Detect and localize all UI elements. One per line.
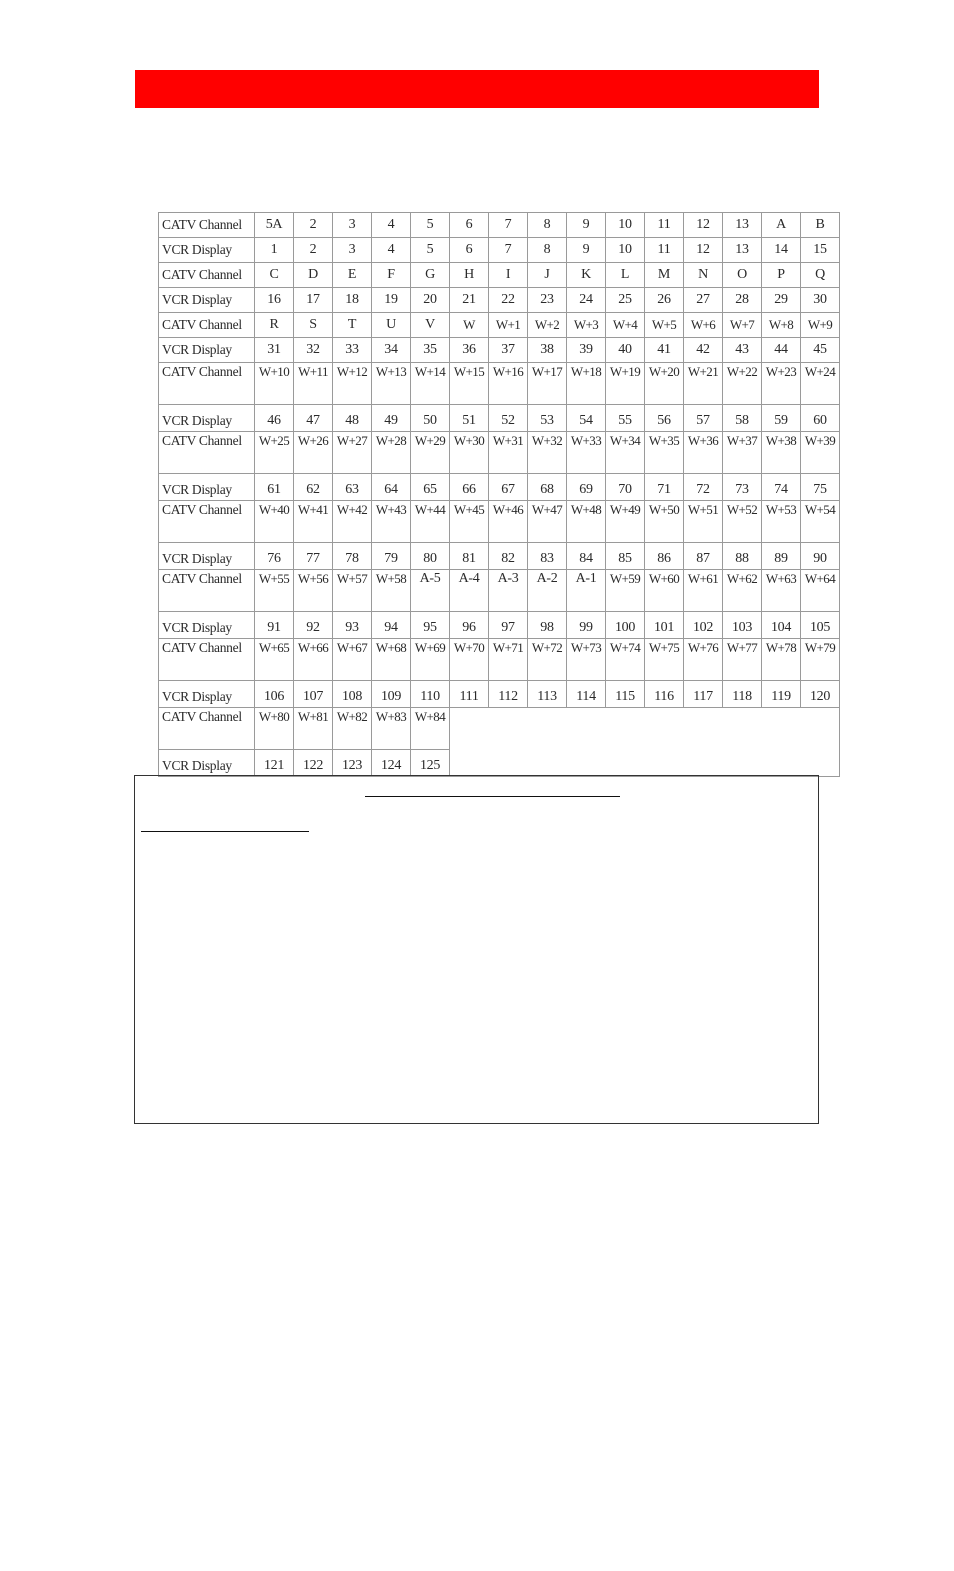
catv-channel-cell: W+28: [372, 432, 411, 474]
catv-channel-cell: W+82: [333, 708, 372, 750]
vcr-display-cell: 118: [723, 681, 762, 708]
catv-channel-cell: W+76: [684, 639, 723, 681]
catv-channel-cell: G: [411, 263, 450, 288]
catv-channel-cell: W+21: [684, 363, 723, 405]
vcr-display-cell: 26: [645, 288, 684, 313]
vcr-display-cell: 11: [645, 238, 684, 263]
vcr-display-cell: 107: [294, 681, 333, 708]
catv-channel-cell: A-3: [489, 570, 528, 612]
catv-channel-cell: W+25: [255, 432, 294, 474]
catv-channel-row: [159, 263, 840, 288]
vcr-display-cell: 113: [528, 681, 567, 708]
vcr-display-cell: 44: [762, 338, 801, 363]
catv-channel-row: [159, 708, 840, 750]
catv-channel-cell: W+60: [645, 570, 684, 612]
vcr-display-cell: 49: [372, 405, 411, 432]
vcr-display-cell: 111: [450, 681, 489, 708]
vcr-display-cell: 69: [567, 474, 606, 501]
catv-channel-cell: W+42: [333, 501, 372, 543]
catv-channel-cell: W+12: [333, 363, 372, 405]
catv-channel-cell: F: [372, 263, 411, 288]
catv-channel-cell: 7: [489, 213, 528, 238]
catv-channel-cell: W+67: [333, 639, 372, 681]
vcr-display-cell: 41: [645, 338, 684, 363]
catv-channel-cell: 10: [606, 213, 645, 238]
catv-channel-cell: W+68: [372, 639, 411, 681]
vcr-display-cell: 22: [489, 288, 528, 313]
catv-channel-cell: 2: [294, 213, 333, 238]
header-red-bar: [135, 70, 819, 108]
vcr-display-cell: 68: [528, 474, 567, 501]
vcr-display-row: [159, 338, 840, 363]
vcr-display-cell: 42: [684, 338, 723, 363]
catv-channel-cell: W+69: [411, 639, 450, 681]
vcr-display-cell: 16: [255, 288, 294, 313]
catv-channel-cell: W+57: [333, 570, 372, 612]
vcr-display-cell: 59: [762, 405, 801, 432]
catv-channel-cell: J: [528, 263, 567, 288]
vcr-display-row: [159, 238, 840, 263]
catv-channel-row: [159, 570, 840, 612]
vcr-display-cell: 34: [372, 338, 411, 363]
vcr-display-cell: 51: [450, 405, 489, 432]
vcr-display-cell: 95: [411, 612, 450, 639]
catv-channel-cell: A-2: [528, 570, 567, 612]
vcr-display-row: [159, 405, 840, 432]
catv-channel-cell: 5: [411, 213, 450, 238]
vcr-display-cell: 78: [333, 543, 372, 570]
catv-channel-cell: V: [411, 313, 450, 338]
catv-channel-label: CATV Channel: [159, 363, 255, 405]
catv-channel-label: CATV Channel: [159, 313, 255, 338]
vcr-display-cell: 52: [489, 405, 528, 432]
vcr-display-cell: 18: [333, 288, 372, 313]
vcr-display-cell: 94: [372, 612, 411, 639]
catv-channel-cell: W+3: [567, 313, 606, 338]
catv-channel-cell: N: [684, 263, 723, 288]
vcr-display-cell: 66: [450, 474, 489, 501]
vcr-display-cell: 80: [411, 543, 450, 570]
vcr-display-label: VCR Display: [159, 681, 255, 708]
catv-channel-cell: A-4: [450, 570, 489, 612]
vcr-display-cell: 100: [606, 612, 645, 639]
vcr-display-cell: 125: [411, 750, 450, 777]
vcr-display-cell: 58: [723, 405, 762, 432]
catv-channel-cell: W+10: [255, 363, 294, 405]
vcr-display-cell: 3: [333, 238, 372, 263]
vcr-display-cell: 8: [528, 238, 567, 263]
vcr-display-cell: 84: [567, 543, 606, 570]
vcr-display-label: VCR Display: [159, 238, 255, 263]
catv-channel-cell: W+40: [255, 501, 294, 543]
catv-channel-cell: W+79: [801, 639, 840, 681]
catv-channel-cell: W+49: [606, 501, 645, 543]
vcr-display-cell: 109: [372, 681, 411, 708]
catv-channel-cell: A: [762, 213, 801, 238]
catv-channel-cell: W+84: [411, 708, 450, 750]
catv-channel-cell: W+81: [294, 708, 333, 750]
vcr-display-row: [159, 543, 840, 570]
catv-channel-cell: W+47: [528, 501, 567, 543]
vcr-display-cell: 124: [372, 750, 411, 777]
vcr-display-cell: 90: [801, 543, 840, 570]
catv-channel-cell: W+74: [606, 639, 645, 681]
catv-channel-cell: B: [801, 213, 840, 238]
catv-channel-cell: W+38: [762, 432, 801, 474]
vcr-display-label: VCR Display: [159, 338, 255, 363]
catv-channel-cell: W+59: [606, 570, 645, 612]
vcr-display-cell: 76: [255, 543, 294, 570]
vcr-display-cell: 2: [294, 238, 333, 263]
vcr-display-cell: 98: [528, 612, 567, 639]
vcr-display-cell: 46: [255, 405, 294, 432]
catv-channel-cell: W+71: [489, 639, 528, 681]
catv-channel-cell: W+5: [645, 313, 684, 338]
catv-channel-cell: W+56: [294, 570, 333, 612]
vcr-display-cell: 105: [801, 612, 840, 639]
vcr-display-cell: 103: [723, 612, 762, 639]
vcr-display-cell: 116: [645, 681, 684, 708]
catv-channel-cell: P: [762, 263, 801, 288]
vcr-display-cell: 56: [645, 405, 684, 432]
vcr-display-cell: 72: [684, 474, 723, 501]
vcr-display-cell: 21: [450, 288, 489, 313]
catv-channel-cell: W+29: [411, 432, 450, 474]
vcr-display-cell: 37: [489, 338, 528, 363]
vcr-display-cell: 32: [294, 338, 333, 363]
catv-channel-cell: D: [294, 263, 333, 288]
catv-channel-cell: W+32: [528, 432, 567, 474]
catv-channel-cell: W+14: [411, 363, 450, 405]
catv-channel-cell: W+62: [723, 570, 762, 612]
catv-channel-cell: 8: [528, 213, 567, 238]
catv-channel-cell: W+52: [723, 501, 762, 543]
vcr-display-cell: 101: [645, 612, 684, 639]
vcr-display-cell: 48: [333, 405, 372, 432]
vcr-display-row: [159, 474, 840, 501]
vcr-display-cell: 27: [684, 288, 723, 313]
vcr-display-cell: 123: [333, 750, 372, 777]
catv-channel-cell: W+22: [723, 363, 762, 405]
catv-channel-cell: W+24: [801, 363, 840, 405]
vcr-display-cell: 36: [450, 338, 489, 363]
vcr-display-cell: 85: [606, 543, 645, 570]
catv-channel-cell: W+11: [294, 363, 333, 405]
catv-channel-label: CATV Channel: [159, 263, 255, 288]
vcr-display-cell: 112: [489, 681, 528, 708]
catv-channel-cell: W+48: [567, 501, 606, 543]
vcr-display-cell: 121: [255, 750, 294, 777]
catv-channel-cell: K: [567, 263, 606, 288]
vcr-display-cell: 91: [255, 612, 294, 639]
vcr-display-cell: 110: [411, 681, 450, 708]
catv-channel-row: [159, 501, 840, 543]
catv-channel-cell: 9: [567, 213, 606, 238]
vcr-display-cell: 54: [567, 405, 606, 432]
catv-channel-cell: A-1: [567, 570, 606, 612]
catv-channel-cell: W+7: [723, 313, 762, 338]
catv-channel-cell: W+83: [372, 708, 411, 750]
vcr-display-cell: 7: [489, 238, 528, 263]
catv-channel-cell: W+72: [528, 639, 567, 681]
catv-channel-cell: 11: [645, 213, 684, 238]
catv-channel-cell: Q: [801, 263, 840, 288]
catv-channel-cell: W+50: [645, 501, 684, 543]
vcr-display-cell: 53: [528, 405, 567, 432]
catv-channel-table: [158, 212, 840, 777]
catv-channel-cell: W+61: [684, 570, 723, 612]
catv-channel-cell: R: [255, 313, 294, 338]
catv-channel-cell: W+15: [450, 363, 489, 405]
catv-channel-row: [159, 639, 840, 681]
vcr-display-cell: 74: [762, 474, 801, 501]
vcr-display-cell: 115: [606, 681, 645, 708]
catv-channel-cell: W+26: [294, 432, 333, 474]
vcr-display-cell: 82: [489, 543, 528, 570]
vcr-display-cell: 96: [450, 612, 489, 639]
catv-channel-cell: W+55: [255, 570, 294, 612]
catv-channel-cell: W+58: [372, 570, 411, 612]
vcr-display-cell: 13: [723, 238, 762, 263]
vcr-display-cell: 17: [294, 288, 333, 313]
catv-channel-cell: W+35: [645, 432, 684, 474]
vcr-display-cell: 6: [450, 238, 489, 263]
vcr-display-cell: 73: [723, 474, 762, 501]
catv-channel-cell: W+13: [372, 363, 411, 405]
note-box: [134, 775, 819, 1124]
vcr-display-cell: 81: [450, 543, 489, 570]
vcr-display-label: VCR Display: [159, 612, 255, 639]
vcr-display-cell: 5: [411, 238, 450, 263]
catv-channel-cell: W+44: [411, 501, 450, 543]
catv-channel-cell: W: [450, 313, 489, 338]
vcr-display-label: VCR Display: [159, 474, 255, 501]
catv-channel-cell: W+6: [684, 313, 723, 338]
vcr-display-cell: 65: [411, 474, 450, 501]
vcr-display-cell: 55: [606, 405, 645, 432]
catv-channel-label: CATV Channel: [159, 570, 255, 612]
catv-channel-cell: W+17: [528, 363, 567, 405]
vcr-display-cell: 24: [567, 288, 606, 313]
catv-channel-cell: W+64: [801, 570, 840, 612]
vcr-display-cell: 99: [567, 612, 606, 639]
catv-channel-cell: W+37: [723, 432, 762, 474]
catv-channel-label: CATV Channel: [159, 639, 255, 681]
vcr-display-cell: 10: [606, 238, 645, 263]
vcr-display-cell: 45: [801, 338, 840, 363]
vcr-display-cell: 106: [255, 681, 294, 708]
vcr-display-cell: 117: [684, 681, 723, 708]
vcr-display-row: [159, 288, 840, 313]
vcr-display-label: VCR Display: [159, 750, 255, 777]
catv-channel-cell: W+46: [489, 501, 528, 543]
note-subtitle-underline: [141, 831, 309, 832]
empty-cell-block: [450, 708, 840, 777]
catv-channel-cell: W+51: [684, 501, 723, 543]
vcr-display-cell: 97: [489, 612, 528, 639]
catv-channel-cell: W+43: [372, 501, 411, 543]
vcr-display-cell: 104: [762, 612, 801, 639]
catv-channel-cell: C: [255, 263, 294, 288]
vcr-display-cell: 60: [801, 405, 840, 432]
catv-channel-cell: W+1: [489, 313, 528, 338]
vcr-display-cell: 33: [333, 338, 372, 363]
vcr-display-cell: 70: [606, 474, 645, 501]
vcr-display-cell: 108: [333, 681, 372, 708]
vcr-display-cell: 30: [801, 288, 840, 313]
vcr-display-cell: 40: [606, 338, 645, 363]
vcr-display-cell: 64: [372, 474, 411, 501]
catv-channel-cell: M: [645, 263, 684, 288]
catv-channel-cell: U: [372, 313, 411, 338]
catv-channel-cell: 5A: [255, 213, 294, 238]
catv-channel-cell: W+9: [801, 313, 840, 338]
catv-channel-cell: W+73: [567, 639, 606, 681]
vcr-display-cell: 86: [645, 543, 684, 570]
vcr-display-cell: 47: [294, 405, 333, 432]
vcr-display-cell: 61: [255, 474, 294, 501]
vcr-display-cell: 122: [294, 750, 333, 777]
vcr-display-cell: 43: [723, 338, 762, 363]
catv-channel-cell: 13: [723, 213, 762, 238]
catv-channel-label: CATV Channel: [159, 708, 255, 750]
vcr-display-cell: 4: [372, 238, 411, 263]
vcr-display-cell: 120: [801, 681, 840, 708]
catv-channel-cell: E: [333, 263, 372, 288]
vcr-display-cell: 88: [723, 543, 762, 570]
catv-channel-cell: W+34: [606, 432, 645, 474]
catv-channel-row: [159, 432, 840, 474]
catv-channel-cell: W+16: [489, 363, 528, 405]
catv-channel-cell: L: [606, 263, 645, 288]
catv-channel-cell: 6: [450, 213, 489, 238]
catv-channel-cell: W+8: [762, 313, 801, 338]
vcr-display-label: VCR Display: [159, 288, 255, 313]
vcr-display-cell: 87: [684, 543, 723, 570]
catv-channel-cell: W+66: [294, 639, 333, 681]
vcr-display-cell: 71: [645, 474, 684, 501]
vcr-display-cell: 83: [528, 543, 567, 570]
catv-channel-cell: W+54: [801, 501, 840, 543]
vcr-display-cell: 50: [411, 405, 450, 432]
catv-channel-cell: S: [294, 313, 333, 338]
catv-channel-cell: W+23: [762, 363, 801, 405]
vcr-display-cell: 67: [489, 474, 528, 501]
vcr-display-cell: 75: [801, 474, 840, 501]
catv-channel-label: CATV Channel: [159, 432, 255, 474]
catv-channel-cell: W+70: [450, 639, 489, 681]
vcr-display-cell: 23: [528, 288, 567, 313]
catv-channel-row: [159, 363, 840, 405]
vcr-display-row: [159, 612, 840, 639]
catv-channel-cell: W+75: [645, 639, 684, 681]
catv-channel-cell: O: [723, 263, 762, 288]
catv-channel-cell: T: [333, 313, 372, 338]
vcr-display-cell: 38: [528, 338, 567, 363]
vcr-display-cell: 14: [762, 238, 801, 263]
catv-channel-cell: W+41: [294, 501, 333, 543]
catv-channel-cell: W+18: [567, 363, 606, 405]
catv-channel-label: CATV Channel: [159, 213, 255, 238]
catv-channel-cell: W+65: [255, 639, 294, 681]
vcr-display-row: [159, 681, 840, 708]
catv-channel-cell: W+27: [333, 432, 372, 474]
vcr-display-label: VCR Display: [159, 543, 255, 570]
vcr-display-cell: 12: [684, 238, 723, 263]
catv-channel-cell: W+77: [723, 639, 762, 681]
catv-channel-cell: W+53: [762, 501, 801, 543]
vcr-display-cell: 79: [372, 543, 411, 570]
vcr-display-cell: 93: [333, 612, 372, 639]
vcr-display-cell: 1: [255, 238, 294, 263]
catv-channel-cell: I: [489, 263, 528, 288]
catv-channel-cell: W+45: [450, 501, 489, 543]
vcr-display-cell: 31: [255, 338, 294, 363]
catv-channel-cell: 4: [372, 213, 411, 238]
vcr-display-cell: 39: [567, 338, 606, 363]
note-title-underline: [365, 796, 620, 797]
vcr-display-cell: 92: [294, 612, 333, 639]
catv-channel-cell: W+39: [801, 432, 840, 474]
catv-channel-cell: W+4: [606, 313, 645, 338]
catv-channel-cell: W+2: [528, 313, 567, 338]
vcr-display-cell: 28: [723, 288, 762, 313]
catv-channel-cell: W+19: [606, 363, 645, 405]
vcr-display-cell: 57: [684, 405, 723, 432]
catv-channel-cell: W+31: [489, 432, 528, 474]
vcr-display-cell: 35: [411, 338, 450, 363]
vcr-display-cell: 19: [372, 288, 411, 313]
vcr-display-cell: 9: [567, 238, 606, 263]
vcr-display-cell: 29: [762, 288, 801, 313]
catv-channel-label: CATV Channel: [159, 501, 255, 543]
catv-channel-cell: 3: [333, 213, 372, 238]
vcr-display-cell: 25: [606, 288, 645, 313]
catv-channel-cell: W+63: [762, 570, 801, 612]
vcr-display-label: VCR Display: [159, 405, 255, 432]
vcr-display-cell: 89: [762, 543, 801, 570]
vcr-display-cell: 63: [333, 474, 372, 501]
catv-channel-cell: A-5: [411, 570, 450, 612]
vcr-display-cell: 114: [567, 681, 606, 708]
catv-channel-cell: W+78: [762, 639, 801, 681]
catv-channel-row: [159, 213, 840, 238]
catv-channel-row: [159, 313, 840, 338]
catv-channel-cell: W+33: [567, 432, 606, 474]
catv-channel-cell: W+36: [684, 432, 723, 474]
vcr-display-cell: 77: [294, 543, 333, 570]
vcr-display-cell: 62: [294, 474, 333, 501]
catv-channel-cell: 12: [684, 213, 723, 238]
vcr-display-cell: 15: [801, 238, 840, 263]
vcr-display-cell: 20: [411, 288, 450, 313]
catv-channel-cell: W+80: [255, 708, 294, 750]
vcr-display-cell: 102: [684, 612, 723, 639]
catv-channel-cell: W+20: [645, 363, 684, 405]
catv-channel-cell: H: [450, 263, 489, 288]
vcr-display-cell: 119: [762, 681, 801, 708]
catv-channel-cell: W+30: [450, 432, 489, 474]
